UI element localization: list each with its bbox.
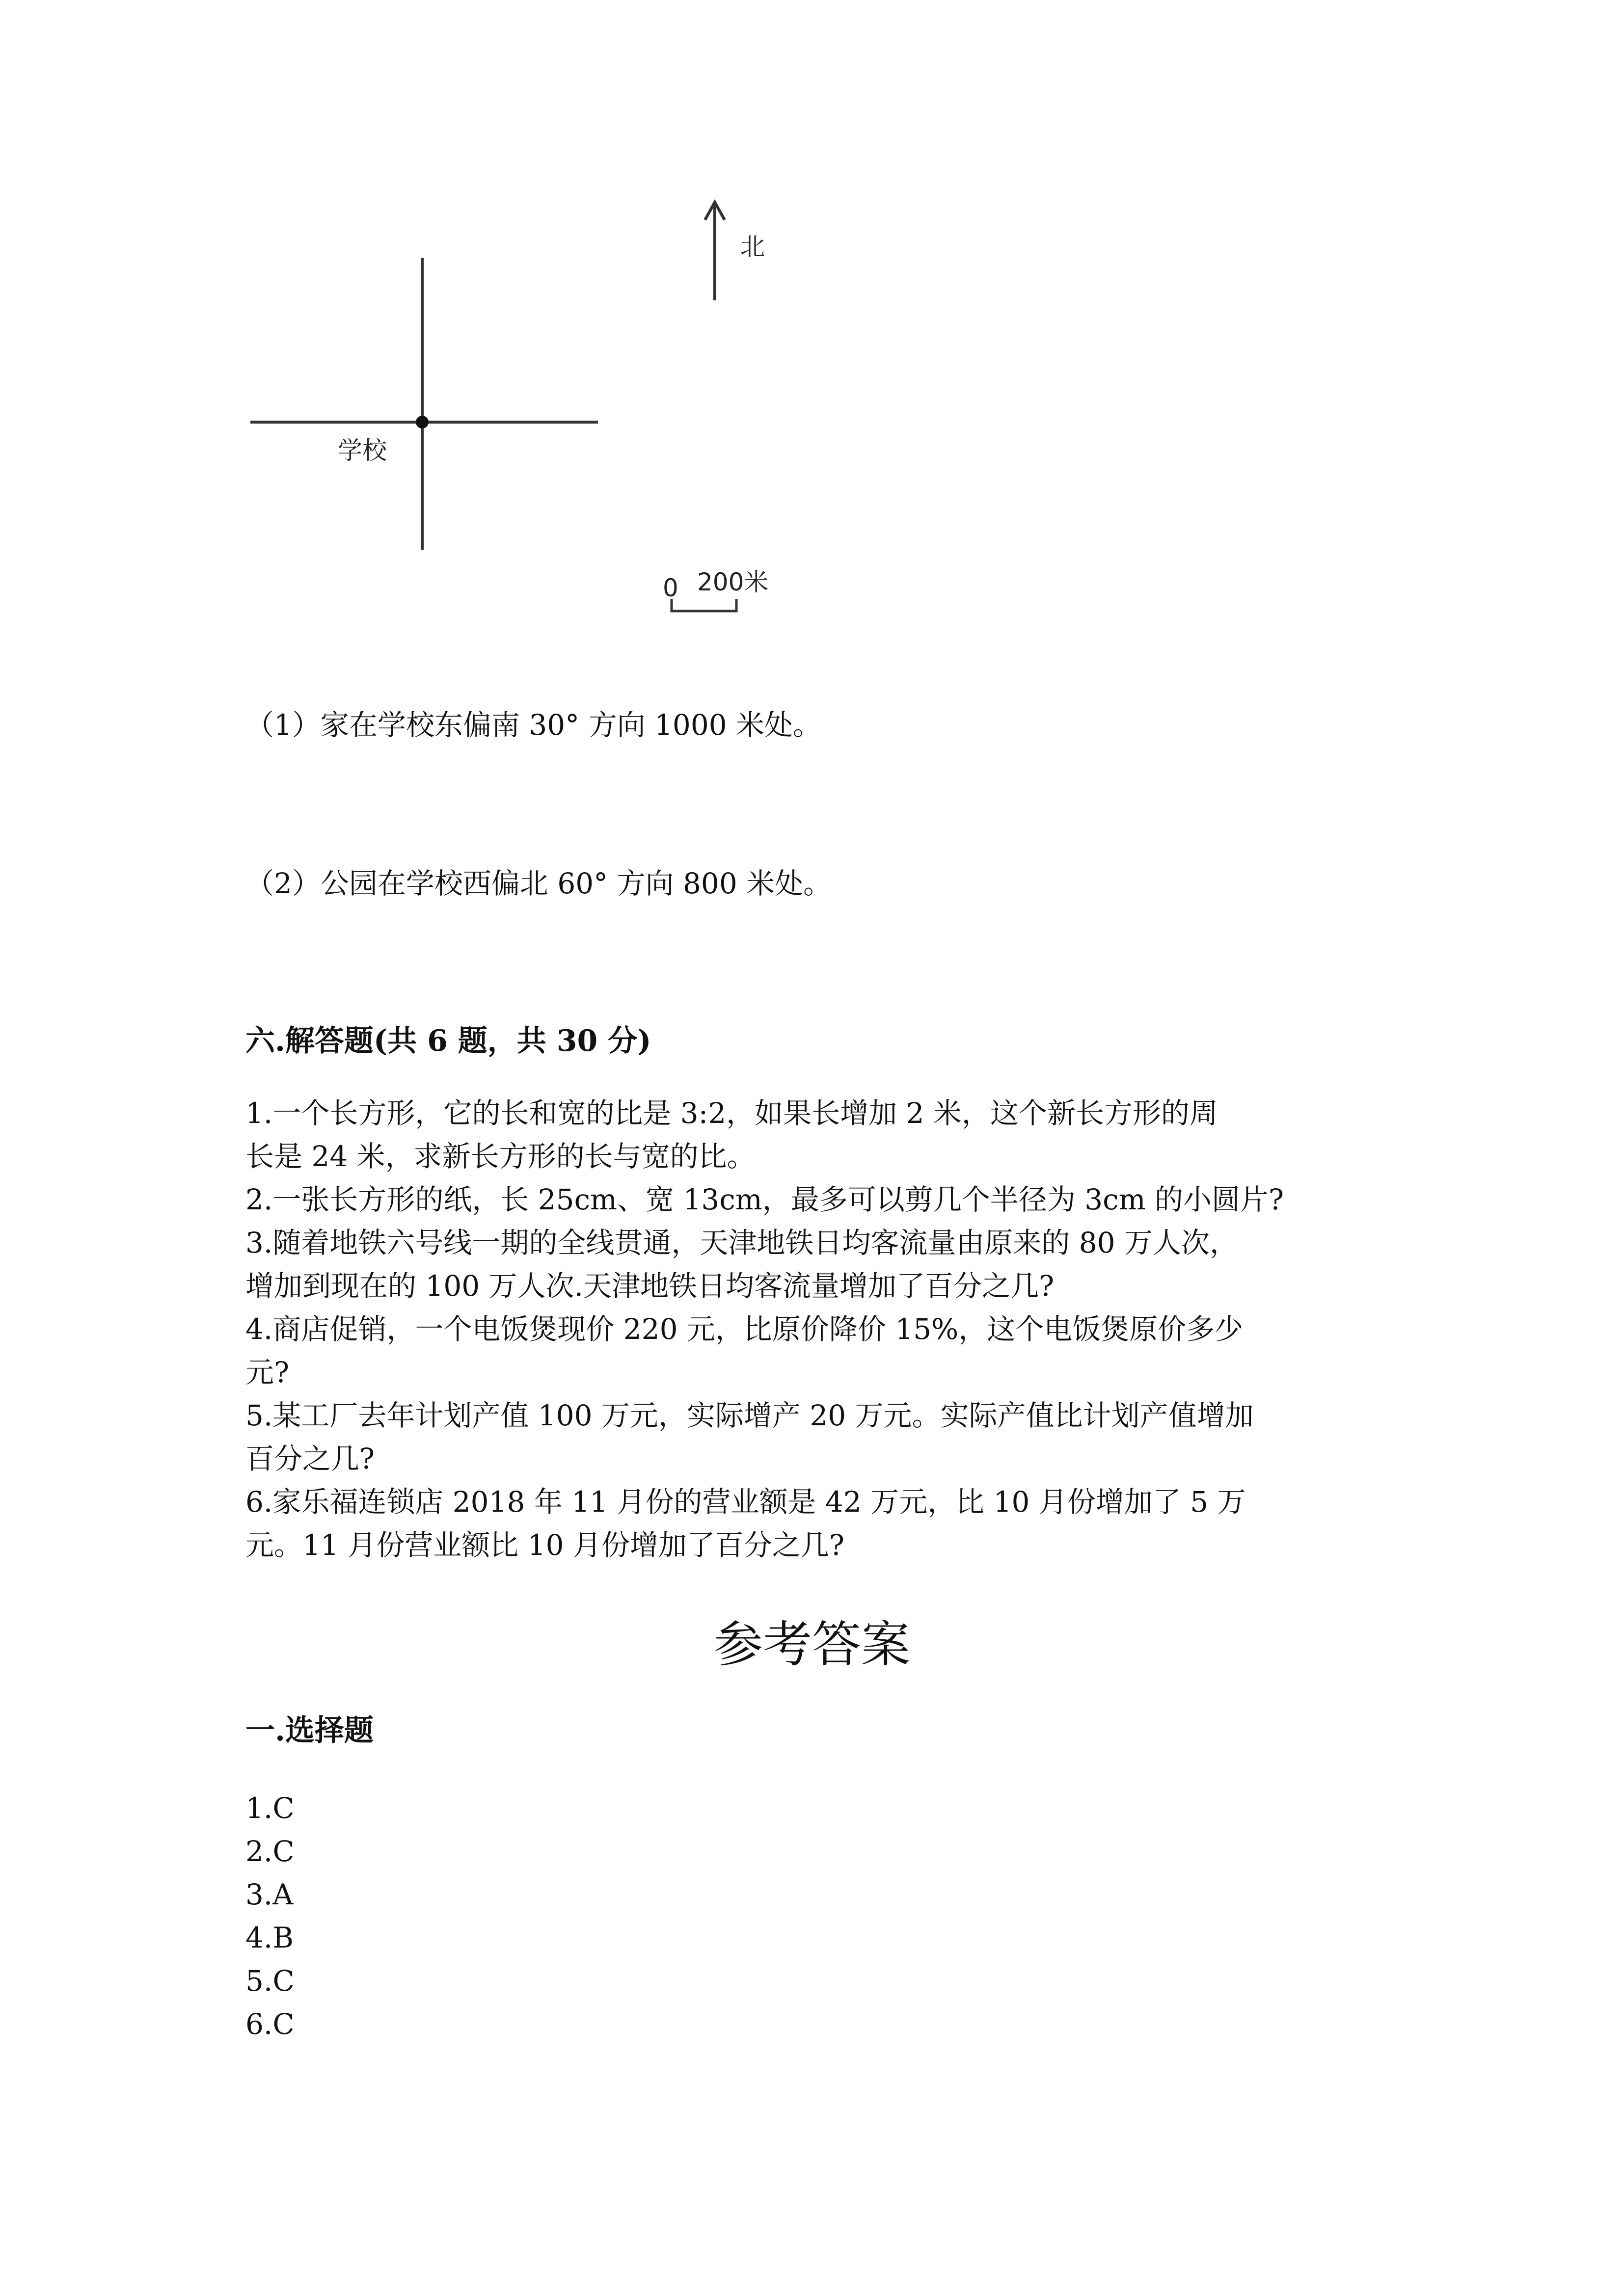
school-direction-diagram	[0, 0, 1624, 687]
section-6-title: 六.解答题(共 6 题，共 30 分)	[245, 1024, 651, 1058]
question-line: 6.家乐福连锁店 2018 年 11 月份的营业额是 42 万元，比 10 月份增加了 5 万	[245, 1485, 1246, 1519]
question-line: 长是 24 米，求新长方形的长与宽的比。	[245, 1140, 756, 1173]
question-line: 百分之几?	[245, 1442, 375, 1475]
answer-5: 5.C	[245, 1964, 295, 1998]
scale-distance-label: 200米	[697, 568, 769, 596]
answers-section-1-title: 一.选择题	[245, 1713, 374, 1748]
question-line: 元。11 月份营业额比 10 月份增加了百分之几?	[245, 1528, 845, 1562]
section-6-questions	[245, 1092, 1284, 1567]
answers-title: 参考答案	[714, 1616, 910, 1673]
question-5-2: （2）公园在学校西偏北 60° 方向 800 米处。	[245, 867, 832, 900]
answer-6: 6.C	[245, 2007, 295, 2041]
question-line: 1.一个长方形，它的长和宽的比是 3:2，如果长增加 2 米，这个新长方形的周	[245, 1096, 1218, 1130]
question-line: 3.随着地铁六号线一期的全线贯通，天津地铁日均客流量由原来的 80 万人次，	[245, 1226, 1239, 1259]
north-label: 北	[740, 233, 765, 261]
question-line: 4.商店促销，一个电饭煲现价 220 元，比原价降价 15%，这个电饭煲原价多少	[245, 1312, 1244, 1346]
question-line: 2.一张长方形的纸，长 25cm、宽 13cm，最多可以剪几个半径为 3cm 的小圆片?	[245, 1183, 1284, 1216]
answer-1: 1.C	[245, 1791, 295, 1825]
answer-4: 4.B	[245, 1921, 294, 1954]
answer-2: 2.C	[245, 1835, 295, 1868]
answer-3: 3.A	[245, 1878, 294, 1911]
school-point	[416, 416, 429, 428]
question-line: 5.某工厂去年计划产值 100 万元，实际增产 20 万元。实际产值比计划产值增加	[245, 1399, 1254, 1432]
question-line: 增加到现在的 100 万人次.天津地铁日均客流量增加了百分之几?	[245, 1269, 1055, 1303]
school-label: 学校	[338, 436, 387, 465]
scale-bar	[672, 599, 736, 611]
question-5-1: （1）家在学校东偏南 30° 方向 1000 米处。	[245, 708, 822, 742]
question-line: 元?	[245, 1356, 290, 1389]
scale-zero-label: 0	[663, 574, 678, 602]
